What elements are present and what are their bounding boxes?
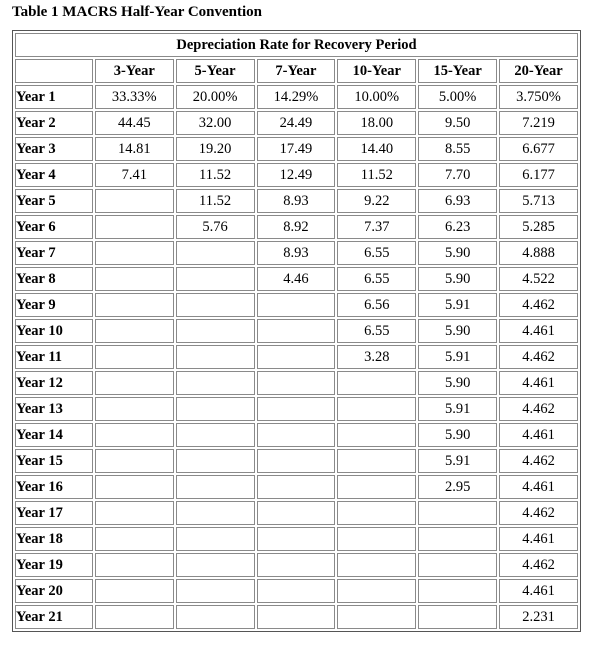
- rate-cell: [176, 397, 255, 421]
- rate-cell: 14.29%: [257, 85, 336, 109]
- rate-cell: 4.461: [499, 475, 578, 499]
- rate-cell: 6.55: [337, 319, 416, 343]
- row-label: Year 10: [15, 319, 93, 343]
- rate-cell: [95, 371, 174, 395]
- rate-cell: 7.219: [499, 111, 578, 135]
- rate-cell: [95, 189, 174, 213]
- rate-cell: 4.461: [499, 579, 578, 603]
- table-row: [15, 475, 578, 499]
- group-header-row: [15, 33, 578, 57]
- rate-cell: 4.462: [499, 501, 578, 525]
- table-row: [15, 85, 578, 109]
- table-row: [15, 163, 578, 187]
- rate-cell: 4.462: [499, 345, 578, 369]
- row-label: Year 5: [15, 189, 93, 213]
- table-row: [15, 319, 578, 343]
- row-label: Year 20: [15, 579, 93, 603]
- rate-cell: 4.461: [499, 371, 578, 395]
- rate-cell: 11.52: [176, 163, 255, 187]
- rate-cell: [257, 501, 336, 525]
- rate-cell: [257, 423, 336, 447]
- row-label: Year 6: [15, 215, 93, 239]
- rate-cell: 7.41: [95, 163, 174, 187]
- rate-cell: [95, 605, 174, 629]
- rate-cell: 14.81: [95, 137, 174, 161]
- row-label: Year 17: [15, 501, 93, 525]
- rate-cell: 8.92: [257, 215, 336, 239]
- rate-cell: 6.177: [499, 163, 578, 187]
- rate-cell: [95, 267, 174, 291]
- rate-cell: 6.677: [499, 137, 578, 161]
- rate-cell: 19.20: [176, 137, 255, 161]
- table-row: [15, 579, 578, 603]
- row-label: Year 16: [15, 475, 93, 499]
- rate-cell: [257, 605, 336, 629]
- table-row: [15, 423, 578, 447]
- rate-cell: [176, 553, 255, 577]
- corner-header-cell: [15, 59, 93, 83]
- table-row: [15, 397, 578, 421]
- rate-cell: [337, 501, 416, 525]
- table-row: [15, 189, 578, 213]
- rate-cell: 3.28: [337, 345, 416, 369]
- table-row: [15, 267, 578, 291]
- rate-cell: 18.00: [337, 111, 416, 135]
- rate-cell: 4.888: [499, 241, 578, 265]
- period-header-15-year: 15-Year: [418, 59, 497, 83]
- rate-cell: 5.76: [176, 215, 255, 239]
- rate-cell: [176, 475, 255, 499]
- table-row: [15, 111, 578, 135]
- period-header-row: [15, 59, 578, 83]
- rate-cell: [95, 553, 174, 577]
- rate-cell: 5.713: [499, 189, 578, 213]
- rate-cell: 4.462: [499, 293, 578, 317]
- rate-cell: [337, 423, 416, 447]
- rate-cell: 5.90: [418, 371, 497, 395]
- rate-cell: [176, 371, 255, 395]
- rate-cell: 9.22: [337, 189, 416, 213]
- rate-cell: [257, 449, 336, 473]
- period-header-20-year: 20-Year: [499, 59, 578, 83]
- rate-cell: 17.49: [257, 137, 336, 161]
- rate-cell: [176, 345, 255, 369]
- table-row: [15, 371, 578, 395]
- table-row: [15, 527, 578, 551]
- rate-cell: 7.37: [337, 215, 416, 239]
- row-label: Year 4: [15, 163, 93, 187]
- rate-cell: [95, 423, 174, 447]
- rate-cell: 2.231: [499, 605, 578, 629]
- table-row: [15, 501, 578, 525]
- rate-cell: 6.93: [418, 189, 497, 213]
- rate-cell: [418, 527, 497, 551]
- rate-cell: 12.49: [257, 163, 336, 187]
- rate-cell: 20.00%: [176, 85, 255, 109]
- row-label: Year 11: [15, 345, 93, 369]
- row-label: Year 2: [15, 111, 93, 135]
- rate-cell: 5.91: [418, 397, 497, 421]
- rate-cell: 5.90: [418, 241, 497, 265]
- table-row: [15, 293, 578, 317]
- rate-cell: 5.90: [418, 319, 497, 343]
- rate-cell: 24.49: [257, 111, 336, 135]
- table-row: [15, 215, 578, 239]
- rate-cell: [337, 371, 416, 395]
- rate-cell: 6.23: [418, 215, 497, 239]
- rate-cell: 5.91: [418, 449, 497, 473]
- rate-cell: [95, 215, 174, 239]
- rate-cell: 6.56: [337, 293, 416, 317]
- rate-cell: [176, 449, 255, 473]
- table-body: [15, 85, 578, 629]
- rate-cell: [176, 267, 255, 291]
- row-label: Year 12: [15, 371, 93, 395]
- row-label: Year 3: [15, 137, 93, 161]
- rate-cell: 8.93: [257, 241, 336, 265]
- table-row: [15, 137, 578, 161]
- rate-cell: 11.52: [337, 163, 416, 187]
- rate-cell: 8.93: [257, 189, 336, 213]
- rate-cell: [337, 527, 416, 551]
- rate-cell: [257, 527, 336, 551]
- rate-cell: 10.00%: [337, 85, 416, 109]
- rate-cell: [257, 475, 336, 499]
- rate-cell: [95, 579, 174, 603]
- rate-cell: 5.90: [418, 423, 497, 447]
- rate-cell: [176, 501, 255, 525]
- rate-cell: 4.462: [499, 553, 578, 577]
- rate-cell: 5.285: [499, 215, 578, 239]
- rate-cell: 14.40: [337, 137, 416, 161]
- rate-cell: [257, 553, 336, 577]
- rate-cell: [418, 501, 497, 525]
- row-label: Year 18: [15, 527, 93, 551]
- period-header-10-year: 10-Year: [337, 59, 416, 83]
- rate-cell: 2.95: [418, 475, 497, 499]
- rate-cell: [337, 449, 416, 473]
- row-label: Year 9: [15, 293, 93, 317]
- group-header: Depreciation Rate for Recovery Period: [15, 33, 578, 57]
- table-row: [15, 345, 578, 369]
- rate-cell: [418, 579, 497, 603]
- rate-cell: [337, 475, 416, 499]
- rate-cell: 5.91: [418, 345, 497, 369]
- table-caption: Table 1 MACRS Half-Year Convention: [12, 4, 263, 20]
- rate-cell: 8.55: [418, 137, 497, 161]
- rate-cell: [418, 553, 497, 577]
- rate-cell: [176, 293, 255, 317]
- rate-cell: 6.55: [337, 241, 416, 265]
- rate-cell: 9.50: [418, 111, 497, 135]
- rate-cell: [257, 345, 336, 369]
- rate-cell: 5.90: [418, 267, 497, 291]
- rate-cell: [176, 579, 255, 603]
- rate-cell: 5.91: [418, 293, 497, 317]
- rate-cell: [257, 293, 336, 317]
- table-row: [15, 449, 578, 473]
- rate-cell: [337, 579, 416, 603]
- row-label: Year 8: [15, 267, 93, 291]
- row-label: Year 1: [15, 85, 93, 109]
- rate-cell: 4.461: [499, 319, 578, 343]
- rate-cell: [95, 241, 174, 265]
- rate-cell: 32.00: [176, 111, 255, 135]
- period-header-3-year: 3-Year: [95, 59, 174, 83]
- rate-cell: 11.52: [176, 189, 255, 213]
- rate-cell: [95, 501, 174, 525]
- rate-cell: [337, 605, 416, 629]
- rate-cell: [95, 319, 174, 343]
- rate-cell: [95, 475, 174, 499]
- rate-cell: [95, 449, 174, 473]
- period-header-7-year: 7-Year: [257, 59, 336, 83]
- rate-cell: [257, 397, 336, 421]
- rate-cell: 4.522: [499, 267, 578, 291]
- macrs-table: [12, 30, 581, 632]
- rate-cell: 7.70: [418, 163, 497, 187]
- rate-cell: [337, 397, 416, 421]
- table-header: [15, 33, 578, 83]
- rate-cell: [176, 423, 255, 447]
- row-label: Year 15: [15, 449, 93, 473]
- table-row: [15, 553, 578, 577]
- rate-cell: 33.33%: [95, 85, 174, 109]
- rate-cell: [176, 527, 255, 551]
- row-label: Year 21: [15, 605, 93, 629]
- rate-cell: 4.461: [499, 527, 578, 551]
- rate-cell: [95, 397, 174, 421]
- rate-cell: [257, 579, 336, 603]
- rate-cell: [95, 293, 174, 317]
- rate-cell: [176, 241, 255, 265]
- rate-cell: [176, 319, 255, 343]
- rate-cell: [337, 553, 416, 577]
- rate-cell: 44.45: [95, 111, 174, 135]
- table-row: [15, 605, 578, 629]
- rate-cell: 4.462: [499, 397, 578, 421]
- rate-cell: [95, 527, 174, 551]
- rate-cell: [418, 605, 497, 629]
- row-label: Year 13: [15, 397, 93, 421]
- rate-cell: [95, 345, 174, 369]
- rate-cell: 4.462: [499, 449, 578, 473]
- rate-cell: [257, 319, 336, 343]
- rate-cell: 3.750%: [499, 85, 578, 109]
- period-header-5-year: 5-Year: [176, 59, 255, 83]
- rate-cell: 4.46: [257, 267, 336, 291]
- row-label: Year 19: [15, 553, 93, 577]
- row-label: Year 7: [15, 241, 93, 265]
- rate-cell: 5.00%: [418, 85, 497, 109]
- table-row: [15, 241, 578, 265]
- rate-cell: [257, 371, 336, 395]
- rate-cell: 6.55: [337, 267, 416, 291]
- rate-cell: [176, 605, 255, 629]
- rate-cell: 4.461: [499, 423, 578, 447]
- row-label: Year 14: [15, 423, 93, 447]
